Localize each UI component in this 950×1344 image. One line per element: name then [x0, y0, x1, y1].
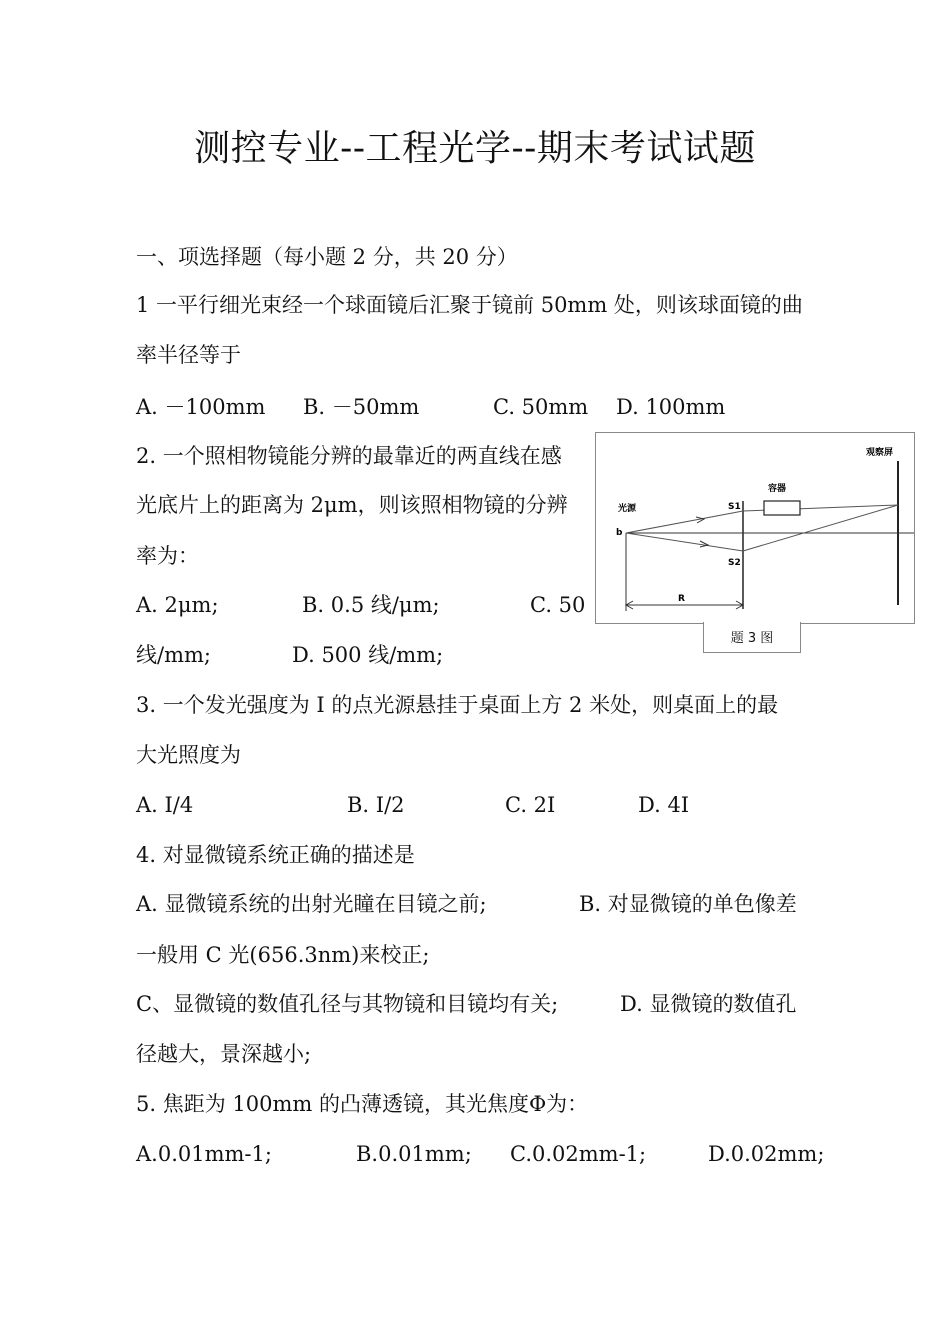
q1-option-a: A. －100mm [136, 395, 266, 419]
figure-caption-box [703, 622, 801, 653]
q2-text-line1: 2. 一个照相物镜能分辨的最靠近的两直线在感 [136, 444, 562, 468]
q3-text-line2: 大光照度为 [136, 743, 241, 767]
q4-option-d: D. 显微镜的数值孔 [620, 992, 797, 1016]
q3-option-c: C. 2I [505, 793, 556, 817]
q2-text-line2: 光底片上的距离为 2μm，则该照相物镜的分辨 [136, 493, 568, 517]
ray-to-s1 [626, 511, 743, 533]
figure-diagram [596, 433, 914, 623]
q3-option-b: B. I/2 [347, 793, 405, 817]
q5-option-d: D.0.02mm; [708, 1142, 825, 1166]
q4-text-line3: 一般用 C 光(656.3nm)来校正; [136, 943, 430, 967]
q2-option-c: C. 50 [530, 593, 586, 617]
label-r: R [678, 594, 685, 604]
q5-option-c: C.0.02mm-1; [510, 1142, 647, 1166]
q5-option-a: A.0.01mm-1; [136, 1142, 272, 1166]
figure-double-slit [595, 432, 915, 624]
ray-to-s2 [626, 533, 743, 551]
page-title: 测控专业--工程光学--期末考试试题 [194, 128, 756, 169]
q5-option-b: B.0.01mm; [356, 1142, 472, 1166]
arrow-lower [700, 541, 708, 547]
q4-text-line5: 径越大，景深越小; [136, 1042, 312, 1066]
q2-option-b: B. 0.5 线/μm; [302, 593, 440, 617]
q4-option-c: C、显微镜的数值孔径与其物镜和目镜均有关; [136, 992, 559, 1016]
q4-text-line1: 4. 对显微镜系统正确的描述是 [136, 843, 415, 867]
q3-text-line1: 3. 一个发光强度为 I 的点光源悬挂于桌面上方 2 米处，则桌面上的最 [136, 693, 779, 717]
q2-option-d: D. 500 线/mm; [292, 643, 444, 667]
q2-option-a: A. 2μm; [136, 593, 219, 617]
q4-option-a: A. 显微镜系统的出射光瞳在目镜之前; [136, 892, 487, 916]
q5-text-line1: 5. 焦距为 100mm 的凸薄透镜，其光焦度Φ为： [136, 1092, 589, 1116]
label-s1: S1 [728, 502, 741, 512]
q1-text-line2: 率半径等于 [136, 343, 241, 367]
section-heading: 一、项选择题（每小题 2 分，共 20 分） [136, 245, 518, 269]
q1-text-line1: 1 一平行细光束经一个球面镜后汇聚于镜前 50mm 处，则该球面镜的曲 [136, 293, 803, 317]
q1-option-b: B. －50mm [303, 395, 420, 419]
figure-caption: 题 3 图 [730, 631, 774, 646]
q1-option-c: C. 50mm [493, 395, 589, 419]
q3-option-d: D. 4I [638, 793, 690, 817]
label-source: 光源 [618, 504, 637, 514]
label-container: 容器 [768, 484, 787, 494]
q2-text-line3: 率为： [136, 544, 199, 568]
container-rect [764, 501, 800, 515]
q4-option-b: B. 对显微镜的单色像差 [579, 892, 797, 916]
q3-option-a: A. I/4 [136, 793, 194, 817]
q2-option-c-unit: 线/mm; [136, 643, 211, 667]
label-s2: S2 [728, 558, 741, 568]
q1-option-d: D. 100mm [616, 395, 726, 419]
label-screen: 观察屏 [866, 448, 894, 458]
label-b: b [616, 528, 623, 538]
